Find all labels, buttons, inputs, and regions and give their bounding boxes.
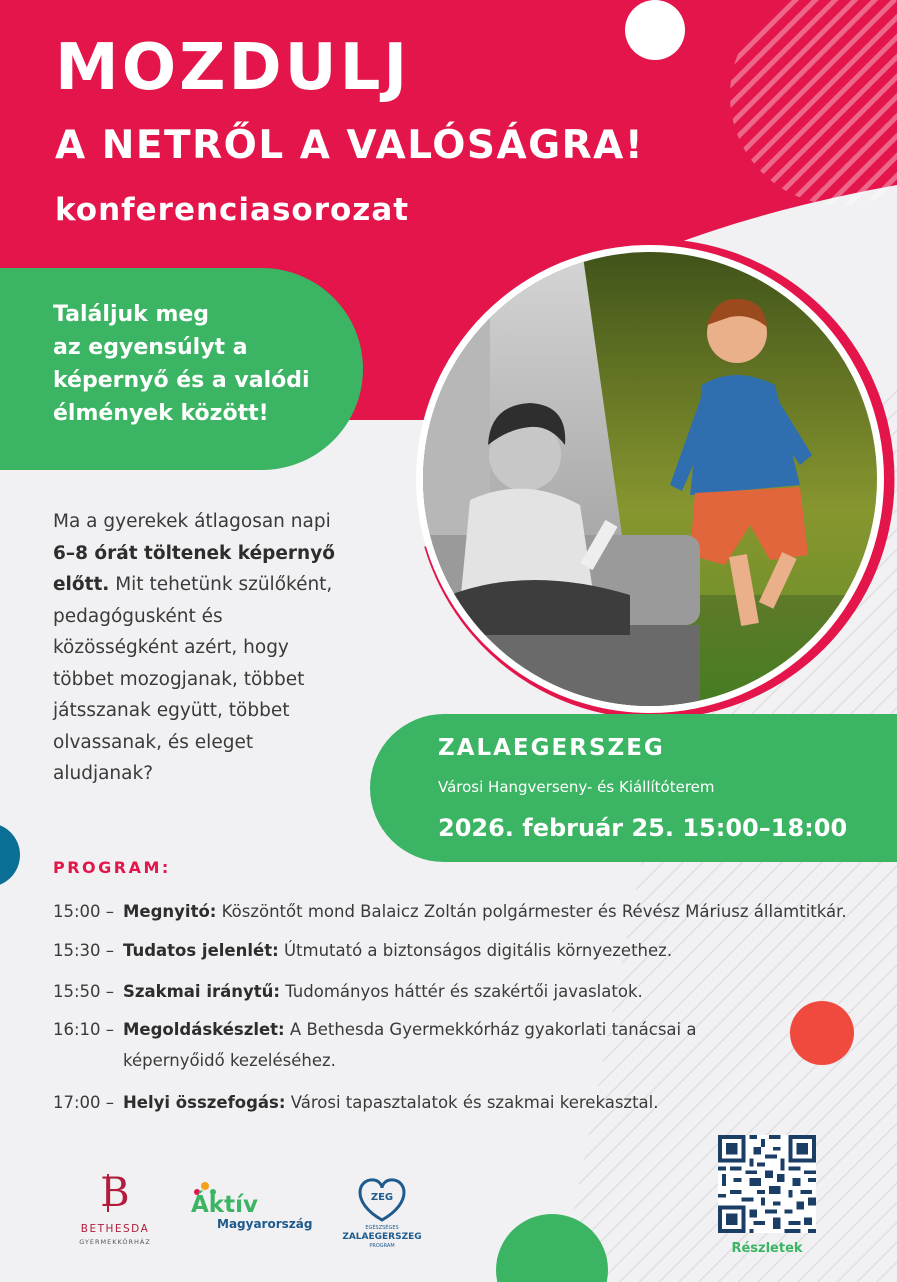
series-label: konferenciasorozat [55,192,410,228]
tagline-line-4: élmények között! [53,401,269,426]
program-item [53,976,883,1007]
program-time: 15:50 – [53,982,115,1001]
tagline-text [53,298,353,430]
bethesda-logo-mark [60,1170,170,1250]
program-text: Útmutató a biztonságos digitális környezethez. [278,941,673,960]
tagline-line-2: az egyensúlyt a [53,335,248,360]
program-item [53,896,883,927]
svg-text:EGÉSZSÉGES: EGÉSZSÉGES [365,1225,399,1231]
aktiv-magyarorszag-logo [185,1172,330,1237]
svg-text:Áktív: Áktív [191,1192,258,1218]
qr-label[interactable]: Részletek [731,1241,803,1256]
svg-text:BETHESDA: BETHESDA [80,1223,150,1235]
svg-text:PROGRAM: PROGRAM [369,1243,395,1249]
tagline-line-1: Találjuk meg [53,302,210,327]
program-title: Tudatos jelenlét: [123,941,279,960]
tagline-line-3: képernyő és a valódi [53,368,310,393]
svg-text:ZEG: ZEG [370,1192,394,1203]
program-text: Köszöntőt mond Balaicz Zoltán polgármester és Révész Máriusz államtitkár. [216,902,847,921]
program-item [53,1087,883,1118]
program-text: A Bethesda Gyermekkórház gyakorlati tanácsai a képernyőidő kezeléséhez. [123,1020,697,1070]
program-title: Szakmai iránytű: [123,982,280,1001]
program-text: Tudományos háttér és szakértői javaslatok. [279,982,643,1001]
program-time: 17:00 – [53,1093,115,1112]
intro-paragraph [53,506,353,790]
page-title: MOZDULJ [55,31,411,105]
program-time: 15:30 – [53,941,115,960]
svg-text:GYERMEKKÓRHÁZ: GYERMEKKÓRHÁZ [79,1238,151,1246]
photo-circle [330,235,897,755]
svg-text:Magyarország: Magyarország [217,1217,313,1231]
program-title: Megnyitó: [123,902,217,921]
location-venue: Városi Hangverseny- és Kiállítóterem [438,778,715,796]
page-subtitle: A NETRŐL A VALÓSÁGRA! [55,123,645,168]
qr-code[interactable] [718,1135,816,1233]
svg-text:B: B [100,1170,130,1216]
program-item [53,935,883,966]
program-time: 16:10 – [53,1020,115,1039]
program-heading: PROGRAM: [53,858,171,877]
intro-part-1: Ma a gyerekek átlagosan napi [53,511,331,532]
program-time: 15:00 – [53,902,115,921]
program-title: Megoldáskészlet: [123,1020,285,1039]
coral-dot-decor [790,1001,854,1065]
svg-text:ZALAEGERSZEG: ZALAEGERSZEG [342,1232,422,1242]
intro-highlight: 6–8 órát töltenek képernyő előtt. [53,542,335,595]
event-datetime: 2026. február 25. 15:00–18:00 [438,814,848,842]
program-title: Helyi összefogás: [123,1093,286,1112]
blue-dot-decor [0,823,20,887]
program-text: Városi tapasztalatok és szakmai kerekasztal. [285,1093,659,1112]
intro-part-2: Mit tehetünk szülőként, pedagógusként és közösségként azért, hogy többet mozogjanak, többet játsszanak együtt, többet olvassanak, és eleget aludjanak? [53,574,333,784]
program-item [53,1014,713,1076]
location-city: ZALAEGERSZEG [438,735,665,761]
bethesda-logo [60,1170,170,1250]
egeszseges-zalaegerszeg-logo [330,1172,435,1252]
